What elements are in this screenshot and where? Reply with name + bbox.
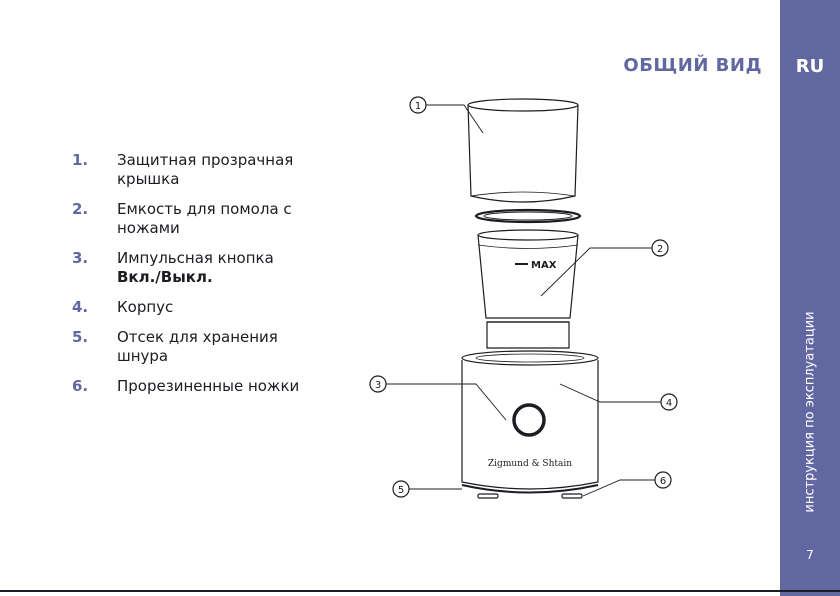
bowl-drawing	[478, 230, 578, 348]
body-drawing	[462, 351, 598, 498]
grinder-illustration	[360, 85, 690, 515]
item-number: 2.	[72, 200, 89, 218]
parts-list-item	[72, 249, 342, 287]
page-number: 7	[806, 548, 814, 562]
callout-number: 4	[665, 398, 673, 409]
callout-number: 5	[397, 485, 405, 496]
callout-number: 6	[659, 476, 667, 487]
callout-3	[370, 376, 386, 392]
callout-2	[652, 240, 668, 256]
item-number: 1.	[72, 151, 89, 169]
foot-left	[478, 494, 498, 498]
item-label	[117, 328, 278, 366]
item-number: 5.	[72, 328, 89, 346]
item-number: 6.	[72, 377, 89, 395]
callout-4	[661, 394, 677, 410]
callout-1	[410, 97, 426, 113]
bottom-rule	[0, 590, 840, 592]
grinder-diagram	[360, 85, 690, 515]
item-line: ножами	[117, 219, 180, 237]
item-label	[117, 249, 274, 287]
item-number: 3.	[72, 249, 89, 267]
parts-list-item	[72, 151, 342, 189]
item-line: шнура	[117, 347, 169, 365]
seal-ring-drawing	[476, 210, 580, 222]
item-label: Прорезиненные ножки	[117, 377, 300, 395]
item-line: Отсек для хранения	[117, 328, 278, 346]
foot-right	[562, 494, 582, 498]
item-line-bold: Вкл./Выкл.	[117, 268, 213, 286]
item-line: Защитная прозрачная	[117, 151, 294, 169]
leader-lines	[386, 105, 664, 496]
page-title: ОБЩИЙ ВИД	[623, 55, 762, 76]
max-mark: MAX	[531, 260, 557, 271]
side-tab	[780, 0, 840, 596]
parts-list-item	[72, 298, 342, 317]
callout-5	[393, 481, 409, 497]
brand-logo: Zigmund & Shtain	[487, 459, 573, 469]
parts-list	[72, 151, 342, 407]
item-label	[117, 151, 293, 189]
language-label: RU	[795, 56, 825, 77]
item-label	[117, 200, 292, 238]
callout-number: 1	[414, 101, 422, 112]
parts-list-item	[72, 377, 342, 396]
item-label: Корпус	[117, 298, 174, 316]
parts-list-item	[72, 200, 342, 238]
callout-6	[655, 472, 671, 488]
callout-markers	[370, 97, 677, 497]
item-number: 4.	[72, 298, 89, 316]
item-line: крышка	[117, 170, 180, 188]
parts-list-item	[72, 328, 342, 366]
callout-number: 2	[656, 244, 664, 255]
callout-number: 3	[374, 380, 382, 391]
item-line: Емкость для помола с	[117, 200, 292, 218]
item-line: Импульсная кнопка	[117, 249, 274, 267]
lid-drawing	[468, 99, 578, 202]
manual-caption: инструкция по эксплуатации	[802, 311, 818, 513]
